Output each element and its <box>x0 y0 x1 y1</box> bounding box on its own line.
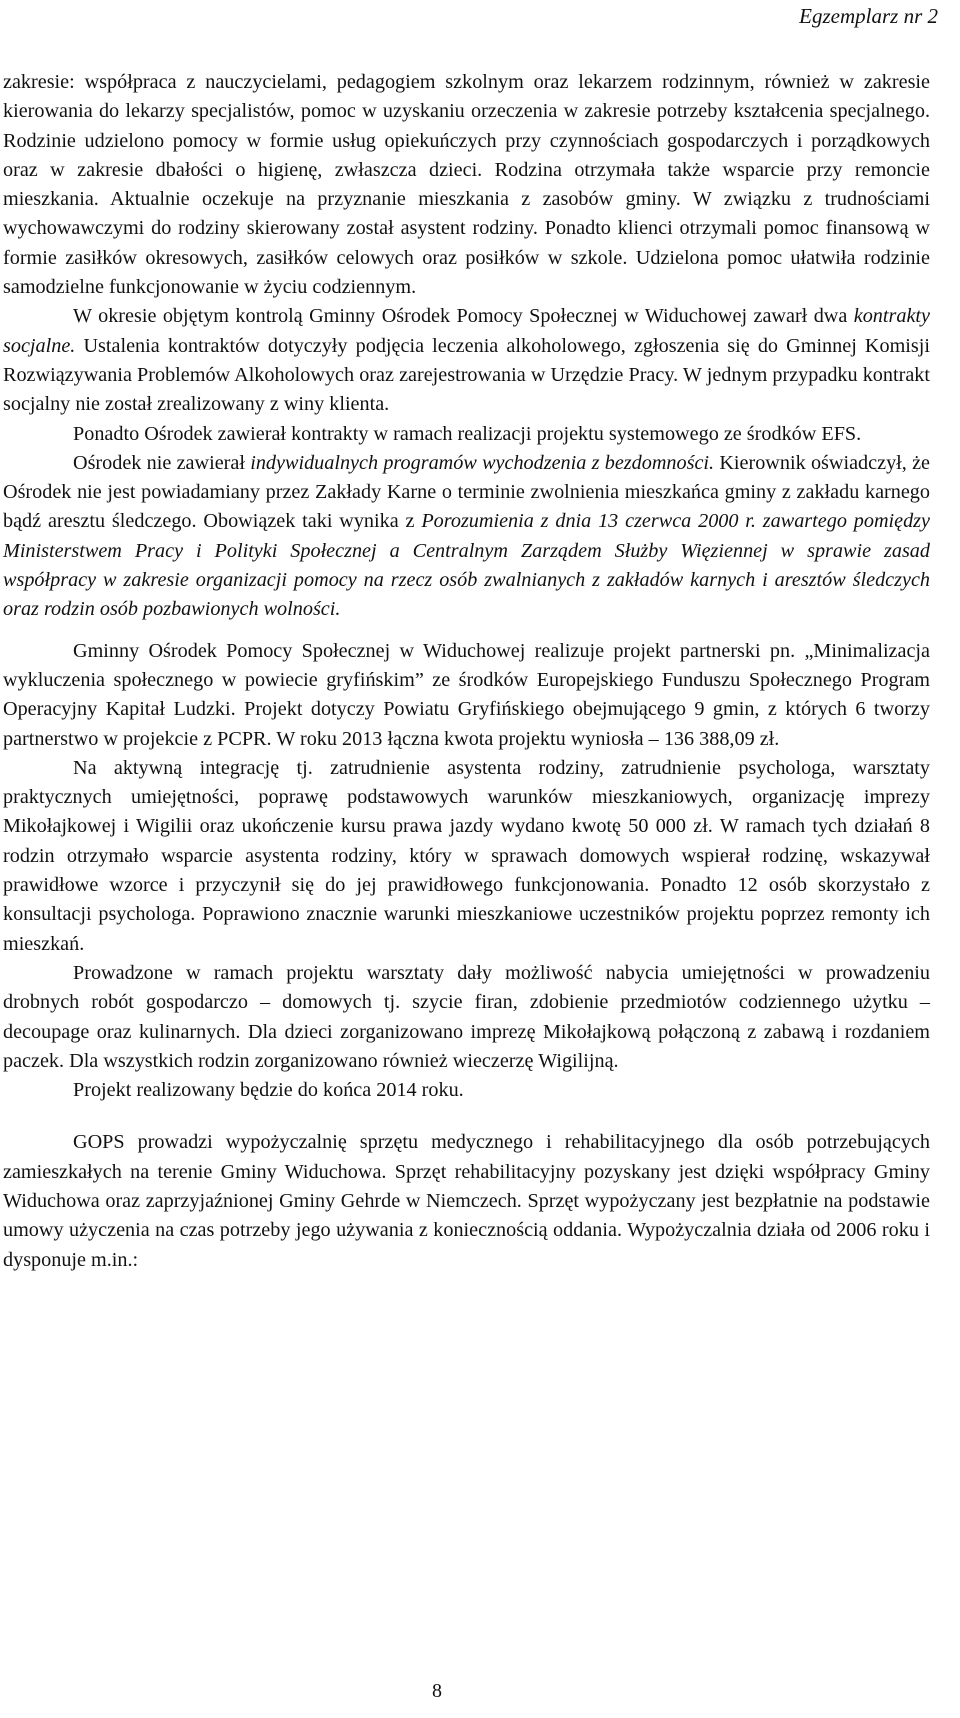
text-run: W okresie objętym kontrolą Gminny Ośrodek Pomocy Społecznej w Widuchowej zawarł dwa <box>73 305 854 328</box>
text-run: GOPS prowadzi wypożyczalnię sprzętu medycznego i rehabilitacyjnego dla osób potrzebujących zamieszkałych na terenie Gminy Widuchowa. Sprzęt rehabilitacyjny pozyskany jest dzięki współpracy Gminy Widuchowa oraz zaprzyjaźnionej Gminy Gehrde w Niemczech. Sprzęt wypożyczany jest bezpłatnie na podstawie umowy użyczenia na czas potrzeby jego używania z koniecznością oddania. Wypożyczalnia działa od 2006 roku i dysponuje m.in.: <box>3 1131 930 1271</box>
document-body <box>3 68 930 1275</box>
page-number: 8 <box>432 1680 442 1702</box>
paragraph-efs-contracts <box>3 420 930 449</box>
text-run: Prowadzone w ramach projektu warsztaty dały możliwość nabycia umiejętności w prowadzeniu drobnych robót gospodarczo – domowych tj. szycie firan, zdobienie przedmiotów codziennego użytku – decoupage oraz kulinarnych. Dla dzieci zorganizowano imprezę Mikołajkową połączoną z zabawą i rozdaniem paczek. Dla wszystkich rodzin zorganizowano również wieczerzę Wigilijną. <box>3 961 930 1072</box>
copy-number-header: Egzemplarz nr 2 <box>799 4 938 28</box>
paragraph-social-contracts <box>3 302 930 419</box>
paragraph-partner-project <box>3 637 930 754</box>
text-run: Ustalenia kontraktów dotyczyły podjęcia leczenia alkoholowego, zgłoszenia się do Gminnej Komisji Rozwiązywania Problemów Alkoholowych oraz zarejestrowania w Urzędzie Pracy. W jednym przypadku kontrakt socjalny nie został zrealizowany z winy klienta. <box>3 334 930 416</box>
text-run: Gminny Ośrodek Pomocy Społecznej w Widuchowej realizuje projekt partnerski pn. „Minimalizacja wykluczenia społecznego w powiecie gryfińskim” ze środków Europejskiego Funduszu Społecznego Program Operacyjny Kapitał Ludzki. Projekt dotyczy Powiatu Gryfińskiego obejmującego 9 gmin, z których 6 tworzy partnerstwo w projekcie z PCPR. W roku 2013 łączna kwota projektu wyniosła – 136 388,09 zł. <box>3 639 930 750</box>
text-run: Projekt realizowany będzie do końca 2014 roku. <box>73 1079 464 1102</box>
paragraph-active-integration <box>3 754 930 959</box>
paragraph-homelessness-programs <box>3 449 930 625</box>
text-run: zakresie: współpraca z nauczycielami, pedagogiem szkolnym oraz lekarzem rodzinnym, również w zakresie kierowania do lekarzy specjalistów, pomoc w uzyskaniu orzeczenia w zakresie potrzeby kształcenia specjalnego. Rodzinie udzielono pomocy w formie usług opiekuńczych przy czynnościach gospodarczych i porządkowych oraz w zakresie dbałości o higienę, zwłaszcza dzieci. Rodzina otrzymała także wsparcie przy remoncie mieszkania. Aktualnie oczekuje na przyznanie mieszkania z zasobów gminy. W związku z trudnościami wychowawczymi do rodziny skierowany został asystent rodziny. Ponadto klienci otrzymali pomoc finansową w formie zasiłków okresowych, zasiłków celowych oraz posiłków w szkole. Udzielona pomoc ułatwiła rodzinie samodzielne funkcjonowanie w życiu codziennym. <box>3 71 930 299</box>
paragraph-family-support <box>3 68 930 302</box>
paragraph-equipment-rental <box>3 1128 930 1274</box>
text-run: Kierownik oświadczył, że Ośrodek nie jest powiadamiany przez Zakłady Karne o terminie zwolnienia mieszkańca gminy z zakładu karnego bądź aresztu śledczego. Obowiązek taki wynika z <box>3 451 931 533</box>
text-run: Ośrodek nie zawierał <box>73 451 251 474</box>
paragraph-workshops <box>3 959 930 1076</box>
text-run: Ponadto Ośrodek zawierał kontrakty w ramach realizacji projektu systemowego ze środków EFS. <box>73 422 862 445</box>
italic-text-run: indywidualnych programów wychodzenia z bezdomności. <box>250 451 715 474</box>
text-run: Na aktywną integrację tj. zatrudnienie asystenta rodziny, zatrudnienie psychologa, warsztaty praktycznych umiejętności, poprawę podstawowych warunków mieszkaniowych, organizację imprezy Mikołajkowej i Wigilii oraz ukończenie kursu prawa jazdy wydano kwotę 50 000 zł. W ramach tych działań 8 rodzin otrzymało wsparcie asystenta rodziny, który w sprawach domowych wspierał rodzinę, wskazywał prawidłowe wzorce i przyczynił się do jej prawidłowego funkcjonowania. Ponadto 12 osób skorzystało z konsultacji psychologa. Poprawiono znacznie warunki mieszkaniowe uczestników projektu poprzez remonty ich mieszkań. <box>3 756 930 955</box>
italic-text-run: Porozumienia z dnia 13 czerwca 2000 r. zawartego pomiędzy Ministerstwem Pracy i Polityki Społecznej a Centralnym Zarządem Służby Więziennej w sprawie zasad współpracy w zakresie organizacji pomocy na rzecz osób zwalnianych z zakładów karnych i aresztów śledczych oraz rodzin osób pozbawionych wolności. <box>3 510 930 621</box>
italic-text-run: kontrakty socjalne. <box>3 305 930 357</box>
paragraph-project-duration <box>3 1076 930 1105</box>
